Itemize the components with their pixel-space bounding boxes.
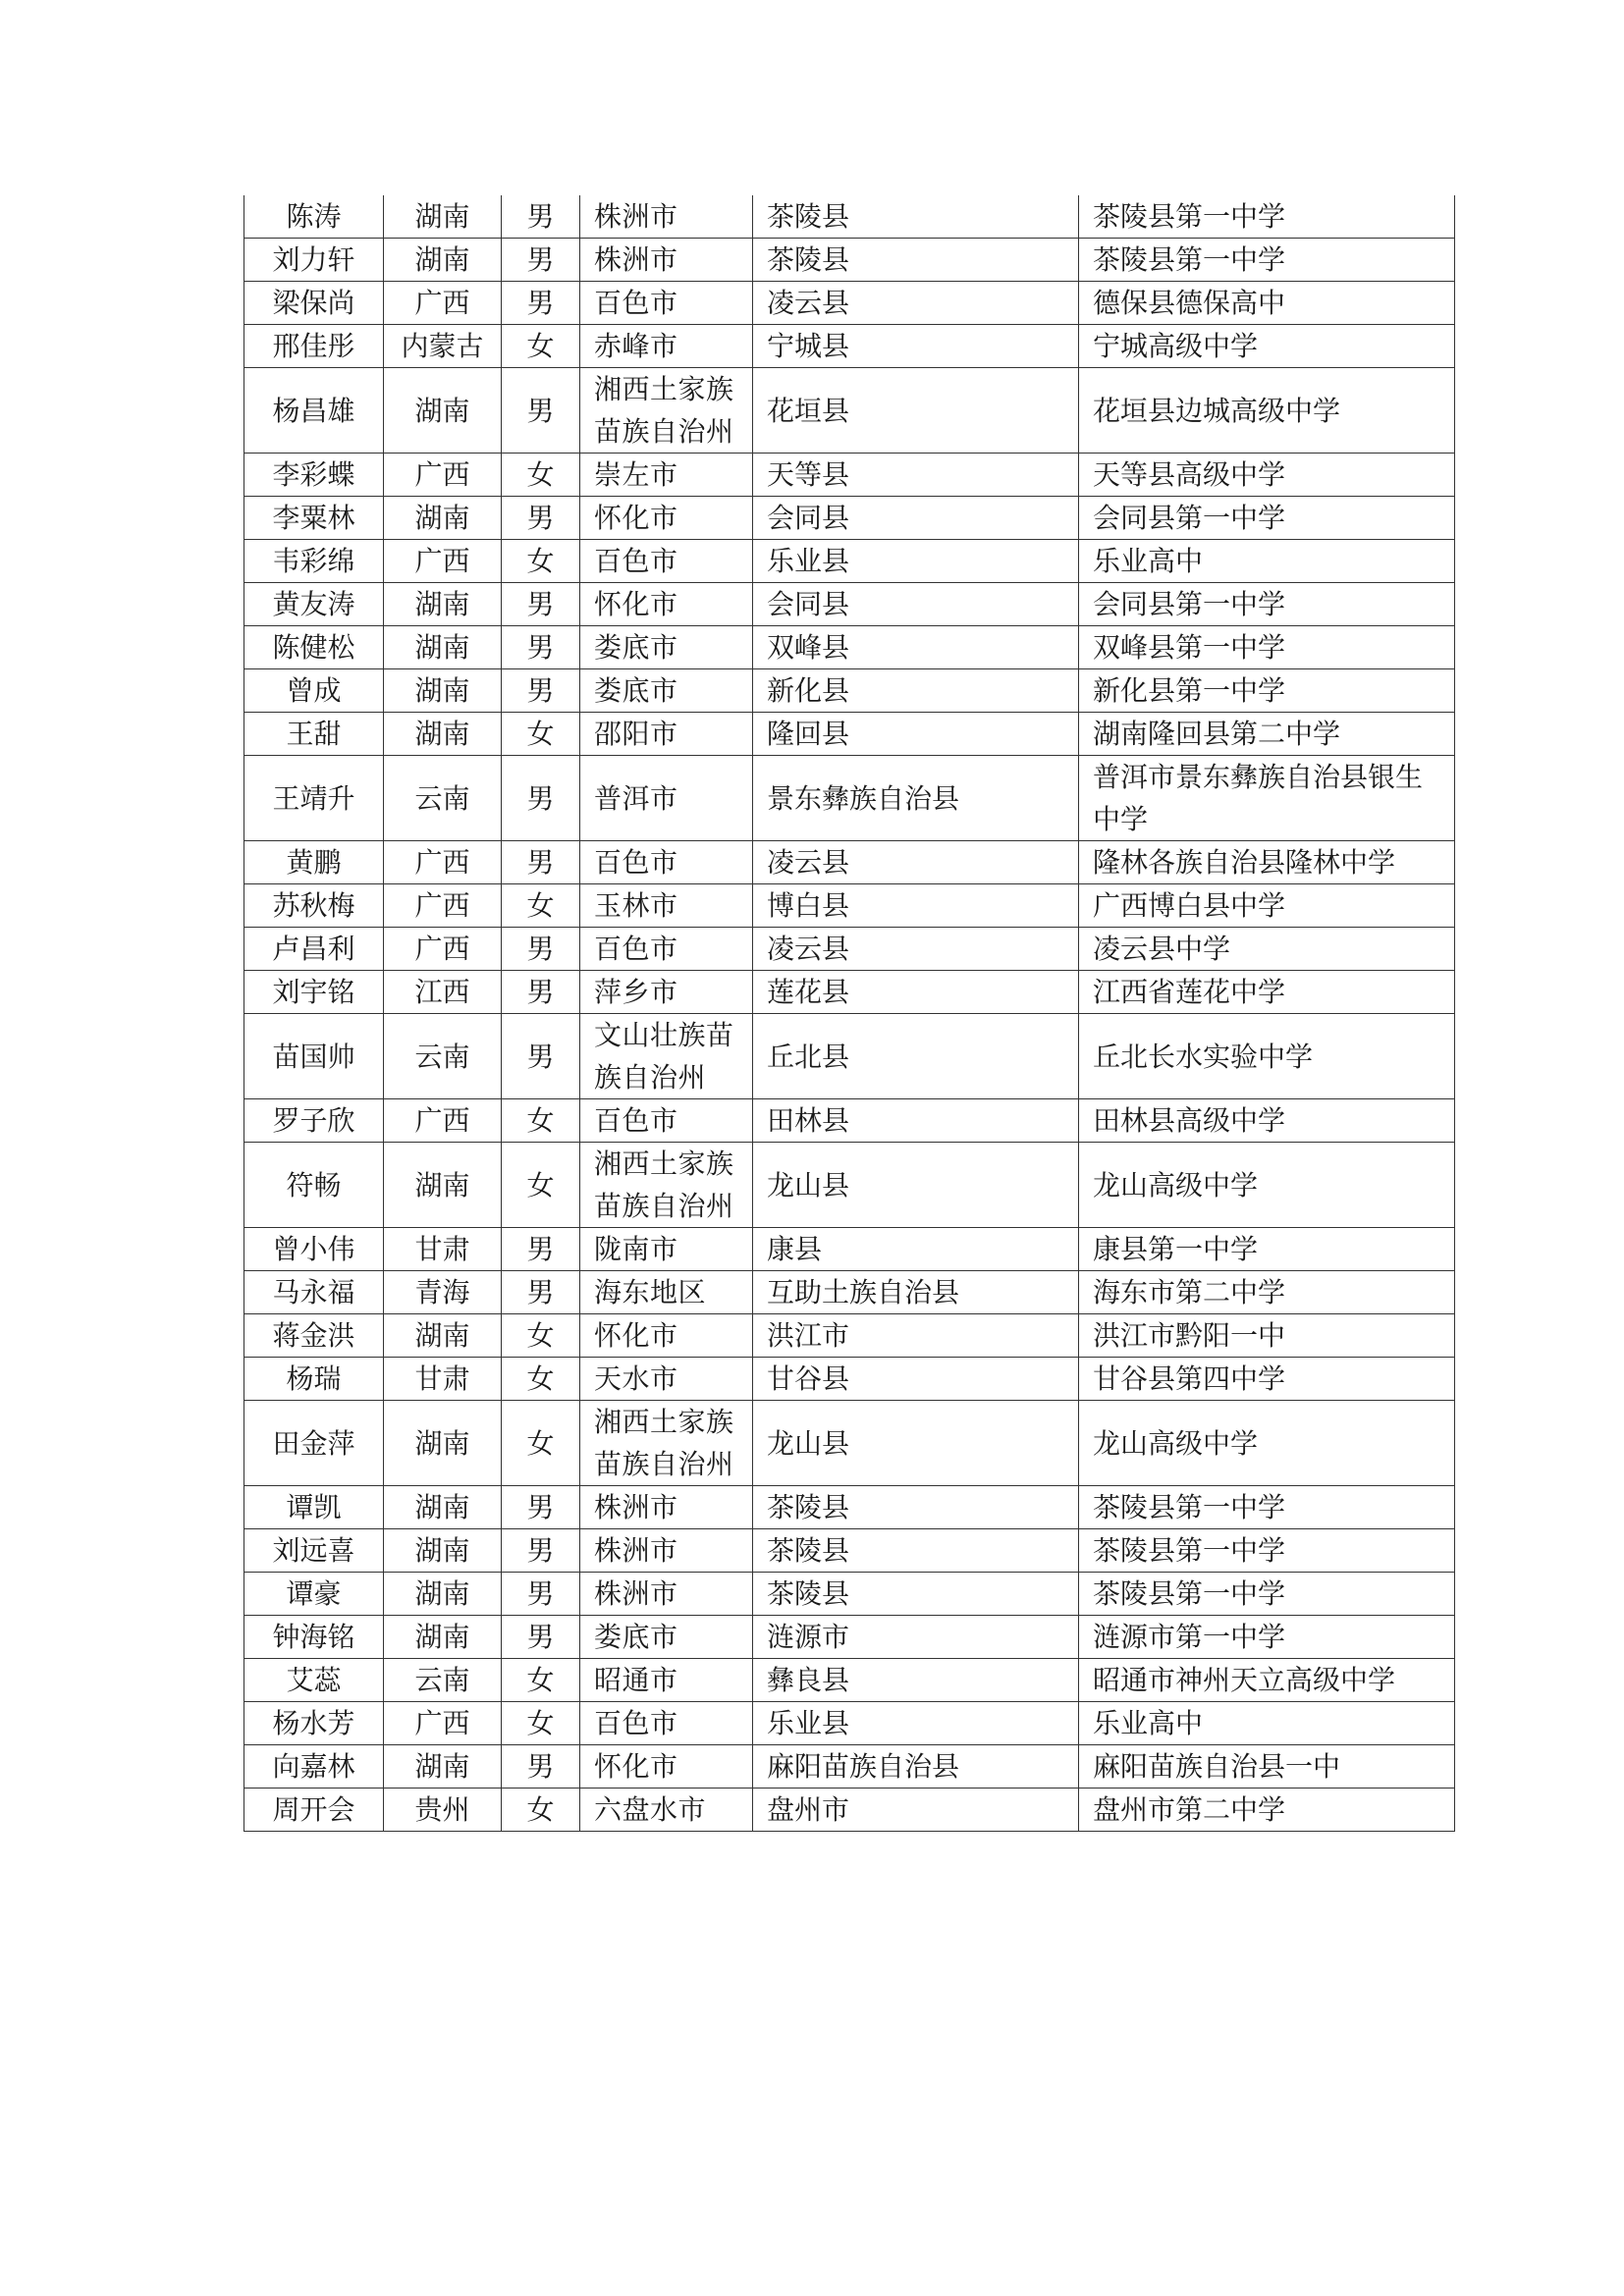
city-cell: 株洲市	[580, 195, 753, 239]
name-cell: 苏秋梅	[244, 884, 384, 928]
city-cell: 湘西土家族苗族自治州	[580, 368, 753, 454]
table-row	[244, 239, 1455, 282]
school-cell: 康县第一中学	[1079, 1228, 1455, 1271]
province-cell: 湖南	[384, 626, 502, 669]
gender-cell: 男	[502, 841, 580, 884]
gender-cell: 男	[502, 195, 580, 239]
city-cell: 赤峰市	[580, 325, 753, 368]
gender-cell: 男	[502, 282, 580, 325]
county-cell: 凌云县	[753, 282, 1079, 325]
gender-cell: 男	[502, 583, 580, 626]
name-cell: 王甜	[244, 713, 384, 756]
name-cell: 蒋金洪	[244, 1314, 384, 1358]
name-cell: 陈健松	[244, 626, 384, 669]
table-row	[244, 195, 1455, 239]
province-cell: 青海	[384, 1271, 502, 1314]
school-cell: 乐业高中	[1079, 540, 1455, 583]
school-cell: 普洱市景东彝族自治县银生中学	[1079, 756, 1455, 841]
city-cell: 湘西土家族苗族自治州	[580, 1143, 753, 1228]
city-cell: 六盘水市	[580, 1789, 753, 1832]
gender-cell: 男	[502, 1486, 580, 1529]
county-cell: 茶陵县	[753, 1573, 1079, 1616]
county-cell: 茶陵县	[753, 239, 1079, 282]
province-cell: 湖南	[384, 583, 502, 626]
county-cell: 洪江市	[753, 1314, 1079, 1358]
school-cell: 田林县高级中学	[1079, 1099, 1455, 1143]
gender-cell: 女	[502, 1401, 580, 1486]
gender-cell: 女	[502, 1659, 580, 1702]
school-cell: 会同县第一中学	[1079, 583, 1455, 626]
county-cell: 宁城县	[753, 325, 1079, 368]
city-cell: 普洱市	[580, 756, 753, 841]
province-cell: 湖南	[384, 1486, 502, 1529]
name-cell: 曾小伟	[244, 1228, 384, 1271]
name-cell: 陈涛	[244, 195, 384, 239]
county-cell: 龙山县	[753, 1401, 1079, 1486]
table-row	[244, 971, 1455, 1014]
gender-cell: 女	[502, 884, 580, 928]
name-cell: 李粟林	[244, 497, 384, 540]
school-cell: 丘北长水实验中学	[1079, 1014, 1455, 1099]
county-cell: 景东彝族自治县	[753, 756, 1079, 841]
school-cell: 天等县高级中学	[1079, 454, 1455, 497]
school-cell: 涟源市第一中学	[1079, 1616, 1455, 1659]
city-cell: 株洲市	[580, 1529, 753, 1573]
gender-cell: 男	[502, 368, 580, 454]
school-cell: 会同县第一中学	[1079, 497, 1455, 540]
gender-cell: 男	[502, 1014, 580, 1099]
county-cell: 莲花县	[753, 971, 1079, 1014]
province-cell: 广西	[384, 884, 502, 928]
table-row	[244, 756, 1455, 841]
county-cell: 乐业县	[753, 540, 1079, 583]
name-cell: 谭豪	[244, 1573, 384, 1616]
table-row	[244, 928, 1455, 971]
gender-cell: 男	[502, 1573, 580, 1616]
province-cell: 湖南	[384, 1529, 502, 1573]
name-cell: 韦彩绵	[244, 540, 384, 583]
county-cell: 丘北县	[753, 1014, 1079, 1099]
province-cell: 广西	[384, 928, 502, 971]
county-cell: 会同县	[753, 497, 1079, 540]
city-cell: 崇左市	[580, 454, 753, 497]
gender-cell: 男	[502, 1616, 580, 1659]
province-cell: 广西	[384, 454, 502, 497]
city-cell: 百色市	[580, 540, 753, 583]
table-row	[244, 626, 1455, 669]
table-row	[244, 1702, 1455, 1745]
table-row	[244, 884, 1455, 928]
table-row	[244, 1358, 1455, 1401]
county-cell: 博白县	[753, 884, 1079, 928]
province-cell: 广西	[384, 841, 502, 884]
name-cell: 黄鹏	[244, 841, 384, 884]
city-cell: 陇南市	[580, 1228, 753, 1271]
table-row	[244, 1616, 1455, 1659]
gender-cell: 女	[502, 1099, 580, 1143]
gender-cell: 女	[502, 325, 580, 368]
table-row	[244, 1099, 1455, 1143]
name-cell: 黄友涛	[244, 583, 384, 626]
county-cell: 凌云县	[753, 841, 1079, 884]
table-row	[244, 583, 1455, 626]
table-row	[244, 841, 1455, 884]
table-row	[244, 454, 1455, 497]
gender-cell: 男	[502, 239, 580, 282]
province-cell: 湖南	[384, 1745, 502, 1789]
city-cell: 邵阳市	[580, 713, 753, 756]
table-row	[244, 669, 1455, 713]
gender-cell: 男	[502, 1271, 580, 1314]
province-cell: 贵州	[384, 1789, 502, 1832]
city-cell: 百色市	[580, 928, 753, 971]
name-cell: 刘远喜	[244, 1529, 384, 1573]
name-cell: 艾蕊	[244, 1659, 384, 1702]
province-cell: 湖南	[384, 195, 502, 239]
school-cell: 麻阳苗族自治县一中	[1079, 1745, 1455, 1789]
gender-cell: 女	[502, 1789, 580, 1832]
student-roster-table	[244, 195, 1455, 1832]
name-cell: 马永福	[244, 1271, 384, 1314]
city-cell: 株洲市	[580, 1486, 753, 1529]
name-cell: 曾成	[244, 669, 384, 713]
school-cell: 江西省莲花中学	[1079, 971, 1455, 1014]
table-row	[244, 1401, 1455, 1486]
table-row	[244, 713, 1455, 756]
school-cell: 茶陵县第一中学	[1079, 1486, 1455, 1529]
province-cell: 湖南	[384, 1573, 502, 1616]
table-row	[244, 1789, 1455, 1832]
county-cell: 互助土族自治县	[753, 1271, 1079, 1314]
name-cell: 杨昌雄	[244, 368, 384, 454]
gender-cell: 男	[502, 1745, 580, 1789]
city-cell: 株洲市	[580, 239, 753, 282]
table-row	[244, 1573, 1455, 1616]
province-cell: 甘肃	[384, 1228, 502, 1271]
province-cell: 甘肃	[384, 1358, 502, 1401]
city-cell: 娄底市	[580, 626, 753, 669]
gender-cell: 女	[502, 713, 580, 756]
table-row	[244, 1143, 1455, 1228]
city-cell: 怀化市	[580, 497, 753, 540]
name-cell: 邢佳彤	[244, 325, 384, 368]
name-cell: 卢昌利	[244, 928, 384, 971]
name-cell: 王靖升	[244, 756, 384, 841]
gender-cell: 男	[502, 626, 580, 669]
gender-cell: 女	[502, 540, 580, 583]
city-cell: 海东地区	[580, 1271, 753, 1314]
city-cell: 怀化市	[580, 1314, 753, 1358]
province-cell: 湖南	[384, 1616, 502, 1659]
school-cell: 茶陵县第一中学	[1079, 195, 1455, 239]
province-cell: 广西	[384, 1099, 502, 1143]
county-cell: 乐业县	[753, 1702, 1079, 1745]
gender-cell: 女	[502, 454, 580, 497]
city-cell: 玉林市	[580, 884, 753, 928]
table-row	[244, 1014, 1455, 1099]
county-cell: 田林县	[753, 1099, 1079, 1143]
gender-cell: 男	[502, 1529, 580, 1573]
table-row	[244, 497, 1455, 540]
province-cell: 湖南	[384, 1314, 502, 1358]
province-cell: 湖南	[384, 1401, 502, 1486]
city-cell: 湘西土家族苗族自治州	[580, 1401, 753, 1486]
province-cell: 湖南	[384, 713, 502, 756]
province-cell: 云南	[384, 1659, 502, 1702]
name-cell: 罗子欣	[244, 1099, 384, 1143]
city-cell: 百色市	[580, 1702, 753, 1745]
school-cell: 德保县德保高中	[1079, 282, 1455, 325]
table-row	[244, 1486, 1455, 1529]
name-cell: 周开会	[244, 1789, 384, 1832]
county-cell: 隆回县	[753, 713, 1079, 756]
province-cell: 内蒙古	[384, 325, 502, 368]
name-cell: 刘力轩	[244, 239, 384, 282]
table-row	[244, 1314, 1455, 1358]
province-cell: 湖南	[384, 497, 502, 540]
name-cell: 向嘉林	[244, 1745, 384, 1789]
county-cell: 涟源市	[753, 1616, 1079, 1659]
city-cell: 株洲市	[580, 1573, 753, 1616]
province-cell: 江西	[384, 971, 502, 1014]
school-cell: 乐业高中	[1079, 1702, 1455, 1745]
county-cell: 茶陵县	[753, 195, 1079, 239]
table-row	[244, 1271, 1455, 1314]
school-cell: 隆林各族自治县隆林中学	[1079, 841, 1455, 884]
province-cell: 湖南	[384, 239, 502, 282]
county-cell: 康县	[753, 1228, 1079, 1271]
table-row	[244, 368, 1455, 454]
name-cell: 杨水芳	[244, 1702, 384, 1745]
school-cell: 新化县第一中学	[1079, 669, 1455, 713]
table-row	[244, 282, 1455, 325]
gender-cell: 男	[502, 669, 580, 713]
school-cell: 盘州市第二中学	[1079, 1789, 1455, 1832]
city-cell: 怀化市	[580, 583, 753, 626]
city-cell: 萍乡市	[580, 971, 753, 1014]
province-cell: 广西	[384, 282, 502, 325]
school-cell: 龙山高级中学	[1079, 1401, 1455, 1486]
school-cell: 海东市第二中学	[1079, 1271, 1455, 1314]
province-cell: 云南	[384, 1014, 502, 1099]
table-row	[244, 1529, 1455, 1573]
province-cell: 广西	[384, 540, 502, 583]
county-cell: 会同县	[753, 583, 1079, 626]
county-cell: 茶陵县	[753, 1486, 1079, 1529]
city-cell: 百色市	[580, 841, 753, 884]
city-cell: 百色市	[580, 1099, 753, 1143]
name-cell: 梁保尚	[244, 282, 384, 325]
gender-cell: 男	[502, 928, 580, 971]
table-row	[244, 540, 1455, 583]
school-cell: 洪江市黔阳一中	[1079, 1314, 1455, 1358]
province-cell: 广西	[384, 1702, 502, 1745]
name-cell: 谭凯	[244, 1486, 384, 1529]
city-cell: 娄底市	[580, 1616, 753, 1659]
table-row	[244, 1228, 1455, 1271]
school-cell: 茶陵县第一中学	[1079, 1573, 1455, 1616]
gender-cell: 女	[502, 1314, 580, 1358]
school-cell: 花垣县边城高级中学	[1079, 368, 1455, 454]
school-cell: 宁城高级中学	[1079, 325, 1455, 368]
county-cell: 凌云县	[753, 928, 1079, 971]
county-cell: 彝良县	[753, 1659, 1079, 1702]
name-cell: 杨瑞	[244, 1358, 384, 1401]
name-cell: 李彩蝶	[244, 454, 384, 497]
gender-cell: 男	[502, 1228, 580, 1271]
province-cell: 湖南	[384, 1143, 502, 1228]
county-cell: 花垣县	[753, 368, 1079, 454]
county-cell: 新化县	[753, 669, 1079, 713]
gender-cell: 女	[502, 1702, 580, 1745]
city-cell: 百色市	[580, 282, 753, 325]
county-cell: 甘谷县	[753, 1358, 1079, 1401]
city-cell: 天水市	[580, 1358, 753, 1401]
name-cell: 田金萍	[244, 1401, 384, 1486]
gender-cell: 女	[502, 1143, 580, 1228]
city-cell: 怀化市	[580, 1745, 753, 1789]
roster-body	[244, 195, 1455, 1832]
county-cell: 双峰县	[753, 626, 1079, 669]
school-cell: 龙山高级中学	[1079, 1143, 1455, 1228]
province-cell: 云南	[384, 756, 502, 841]
school-cell: 广西博白县中学	[1079, 884, 1455, 928]
city-cell: 昭通市	[580, 1659, 753, 1702]
county-cell: 盘州市	[753, 1789, 1079, 1832]
table-row	[244, 1745, 1455, 1789]
gender-cell: 男	[502, 971, 580, 1014]
county-cell: 茶陵县	[753, 1529, 1079, 1573]
table-row	[244, 1659, 1455, 1702]
school-cell: 昭通市神州天立高级中学	[1079, 1659, 1455, 1702]
gender-cell: 男	[502, 756, 580, 841]
name-cell: 钟海铭	[244, 1616, 384, 1659]
gender-cell: 男	[502, 497, 580, 540]
table-row	[244, 325, 1455, 368]
school-cell: 甘谷县第四中学	[1079, 1358, 1455, 1401]
school-cell: 茶陵县第一中学	[1079, 1529, 1455, 1573]
name-cell: 刘宇铭	[244, 971, 384, 1014]
school-cell: 茶陵县第一中学	[1079, 239, 1455, 282]
name-cell: 苗国帅	[244, 1014, 384, 1099]
school-cell: 双峰县第一中学	[1079, 626, 1455, 669]
county-cell: 龙山县	[753, 1143, 1079, 1228]
school-cell: 湖南隆回县第二中学	[1079, 713, 1455, 756]
city-cell: 文山壮族苗族自治州	[580, 1014, 753, 1099]
province-cell: 湖南	[384, 368, 502, 454]
province-cell: 湖南	[384, 669, 502, 713]
city-cell: 娄底市	[580, 669, 753, 713]
county-cell: 麻阳苗族自治县	[753, 1745, 1079, 1789]
county-cell: 天等县	[753, 454, 1079, 497]
name-cell: 符畅	[244, 1143, 384, 1228]
school-cell: 凌云县中学	[1079, 928, 1455, 971]
gender-cell: 女	[502, 1358, 580, 1401]
